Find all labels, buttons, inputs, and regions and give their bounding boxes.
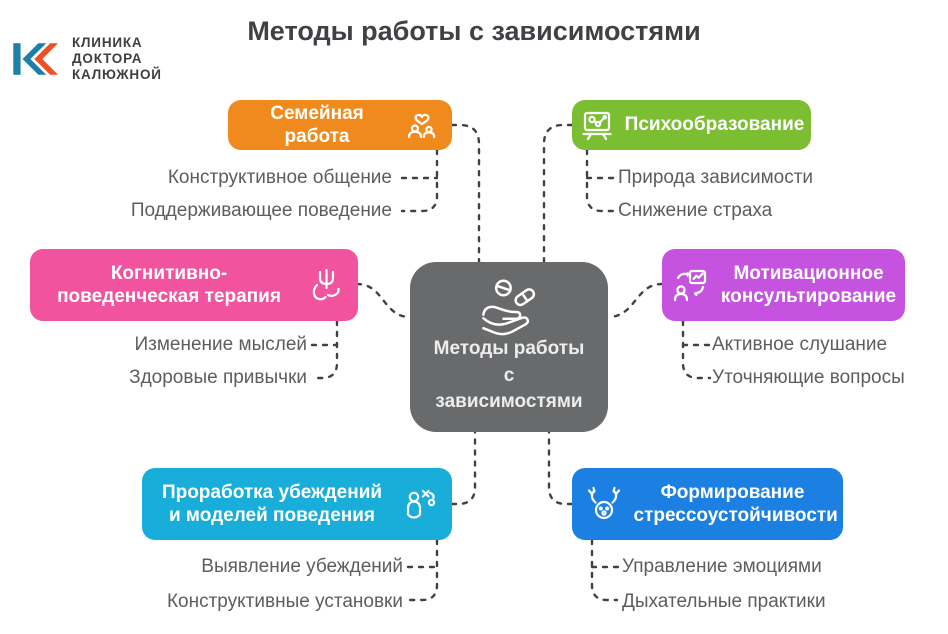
- connector-beliefs-items: [408, 540, 437, 600]
- sub-item-family-2: Поддерживающее поведение: [130, 200, 392, 221]
- sub-item-psycho-1: Природа зависимости: [618, 167, 814, 188]
- center-label: Методы работы: [433, 337, 585, 359]
- sub-item-motivation-2: Уточняющие вопросы: [712, 367, 905, 388]
- node-family: [228, 100, 452, 150]
- connector-psycho-items: [587, 150, 619, 211]
- node-psychoeducation: [572, 100, 811, 150]
- connector-family-items: [402, 150, 437, 211]
- sub-item-stress-2: Дыхательные практики: [622, 591, 826, 612]
- center-label: с: [503, 364, 515, 386]
- node-stress: [572, 468, 843, 540]
- node-beliefs-label: Проработка убеждений и моделей поведения: [161, 481, 383, 526]
- node-cbt: [30, 249, 358, 321]
- sub-item-cbt-2: Здоровые привычки: [129, 367, 307, 388]
- sub-item-motivation-1: Активное слушание: [712, 334, 888, 355]
- connector-cbt-items: [312, 321, 337, 378]
- connector-cbt-center: [357, 284, 410, 317]
- person-dialog-icon: [671, 265, 711, 305]
- connector-stress-center: [549, 432, 572, 504]
- node-family-label: Семейная работа: [270, 102, 364, 147]
- sub-item-beliefs-2: Конструктивные установки: [166, 591, 403, 612]
- connector-beliefs-center: [452, 432, 475, 504]
- hand-pills-icon: [473, 278, 545, 336]
- connector-family-center: [452, 125, 479, 262]
- sub-item-cbt-1: Изменение мыслей: [134, 334, 307, 355]
- logo-line: КЛИНИКА: [72, 35, 143, 50]
- node-motivation: [662, 249, 905, 321]
- connector-psycho-center: [544, 125, 572, 262]
- center-node: [410, 262, 608, 432]
- connector-motivation-items: [683, 321, 710, 378]
- node-stress-label: Формирование стрессоустойчивости: [633, 481, 838, 526]
- sub-item-stress-1: Управление эмоциями: [622, 556, 822, 577]
- sub-item-beliefs-1: Выявление убеждений: [201, 556, 403, 577]
- connector-motivation-center: [608, 284, 662, 317]
- person-choice-icon: [400, 484, 440, 524]
- logo-line: КАЛЮЖНОЙ: [72, 67, 162, 82]
- node-motivation-label: Мотивационное консультирование: [720, 262, 897, 307]
- logo-line: ДОКТОРА: [72, 51, 143, 66]
- connector-stress-items: [592, 540, 617, 600]
- page-title: Методы работы с зависимостями: [247, 16, 701, 46]
- node-psychoeducation-label: Психообразование: [624, 114, 805, 136]
- node-beliefs: [142, 468, 452, 540]
- center-label: зависимостями: [435, 391, 583, 413]
- sub-item-family-1: Конструктивное общение: [167, 167, 392, 188]
- node-cbt-label: Когнитивно-поведенческая терапия: [57, 262, 281, 307]
- hand-psi-icon: [306, 265, 346, 305]
- presentation-board-icon: [579, 107, 615, 143]
- family-heart-icon: [404, 107, 440, 143]
- sub-item-psycho-2: Снижение страха: [618, 200, 773, 221]
- stressed-face-icon: [584, 484, 624, 524]
